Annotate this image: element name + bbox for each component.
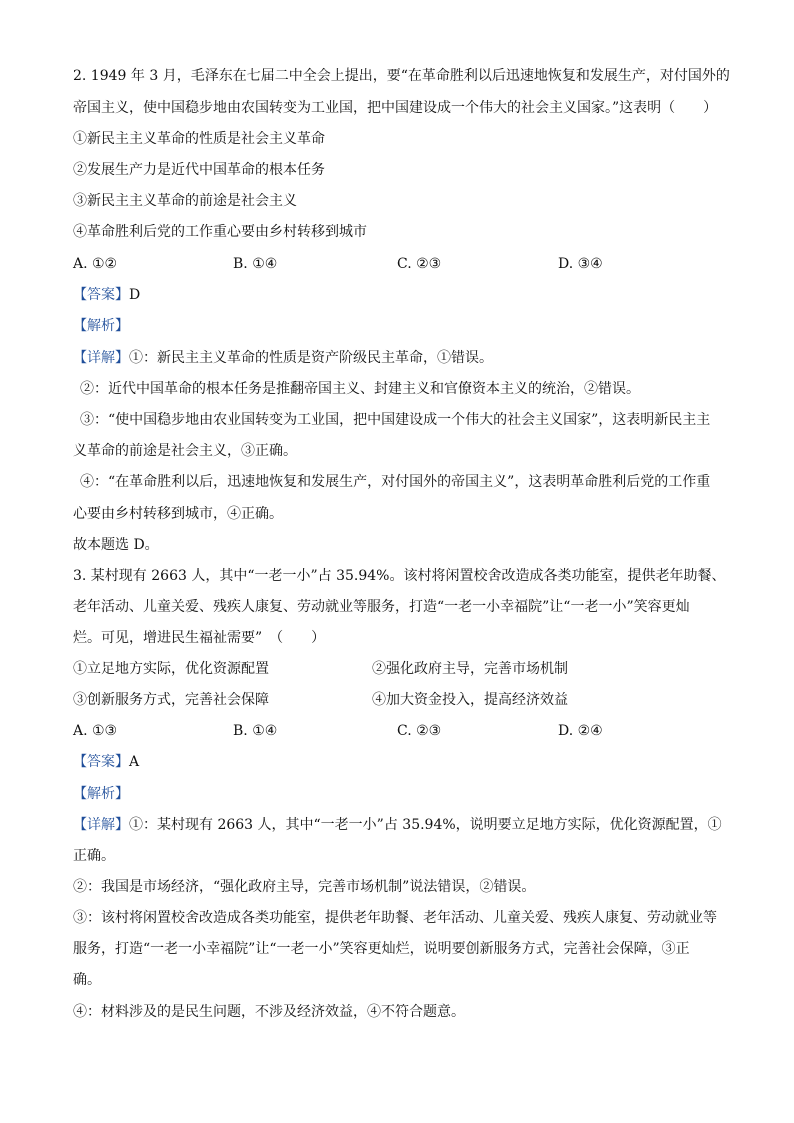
q2-detail-line-5: ④：“在革命胜利以后，迅速地恢复和发展生产，对付国外的帝国主义”，这表明革命胜利后党的工作重 [80, 474, 711, 490]
q3-statement-4: ④加大资金投入，提高经济效益 [372, 692, 568, 708]
q3-detail-text-1: ①：某村现有 2663 人，其中“一老一小”占 35.94%，说明要立足地方实际，优化资源配置，① [129, 817, 722, 833]
q2-answer-value: D [129, 287, 141, 303]
q3-stem-line-3: 烂。可见，增进民生福祉需要” （ ） [73, 630, 326, 646]
q2-detail-line-1 [73, 348, 723, 368]
q2-analysis-tag: 【解析】 [73, 318, 129, 334]
q3-statement-3: ③创新服务方式，完善社会保障 [73, 692, 269, 708]
q2-statement-3: ③新民主主义革命的前途是社会主义 [73, 193, 297, 209]
q3-option-d: D. ②④ [558, 723, 603, 739]
q2-detail-tag: 【详解】 [73, 350, 129, 366]
q3-detail-line-5: 服务，打造“一老一小幸福院”让“一老一小”笑容更灿烂，说明要创新服务方式，完善社会保障，③正 [73, 941, 690, 957]
q3-detail-line-2: 正确。 [73, 848, 115, 864]
q2-detail-text-1: ①：新民主主义革命的性质是资产阶级民主革命，①错误。 [129, 350, 493, 366]
q2-conclusion: 故本题选 D。 [73, 537, 159, 553]
q3-detail-line-4: ③：该村将闲置校舍改造成各类功能室，提供老年助餐、老年活动、儿童关爱、残疾人康复、劳动就业等 [73, 910, 717, 926]
q2-detail-line-2: ②：近代中国革命的根本任务是推翻帝国主义、封建主义和官僚资本主义的统治，②错误。 [80, 381, 640, 397]
q3-stem-line-1: 3. 某村现有 2663 人，其中“一老一小”占 35.94%。该村将闲置校舍改造成各类功能室，提供老年助餐、 [73, 568, 726, 584]
q3-analysis-tag: 【解析】 [73, 786, 129, 802]
q2-statement-2: ②发展生产力是近代中国革命的根本任务 [73, 162, 325, 178]
q3-detail-line-7: ④：材料涉及的是民生问题，不涉及经济效益，④不符合题意。 [73, 1004, 465, 1020]
q2-option-d: D. ③④ [558, 256, 603, 272]
q3-stem-line-2: 老年活动、儿童关爱、残疾人康复、劳动就业等服务，打造“一老一小幸福院”让“一老一小”笑容更灿 [73, 599, 690, 615]
q2-answer-tag: 【答案】 [73, 287, 129, 303]
q3-detail-line-1 [73, 815, 723, 835]
q3-statement-1: ①立足地方实际，优化资源配置 [73, 661, 269, 677]
q3-answer-line [73, 752, 723, 772]
q2-stem-line-1: 2. 1949 年 3 月，毛泽东在七届二中全会上提出，要“在革命胜利以后迅速地恢复和发展生产，对付国外的 [73, 68, 730, 84]
q3-detail-line-6: 确。 [73, 972, 101, 988]
q2-option-a: A. ①② [73, 256, 118, 272]
q2-option-c: C. ②③ [397, 256, 442, 272]
q3-detail-line-3: ②：我国是市场经济，“强化政府主导，完善市场机制”说法错误，②错误。 [73, 879, 536, 895]
q2-statement-4: ④革命胜利后党的工作重心要由乡村转移到城市 [73, 224, 367, 240]
q2-detail-line-3: ③：“使中国稳步地由农业国转变为工业国，把中国建设成一个伟大的社会主义国家”，这表明新民主主 [80, 412, 711, 428]
q2-detail-line-4: 义革命的前途是社会主义，③正确。 [73, 443, 297, 459]
q3-answer-tag: 【答案】 [73, 754, 129, 770]
q2-option-b: B. ①④ [233, 256, 278, 272]
q2-stem-line-2: 帝国主义，使中国稳步地由农国转变为工业国，把中国建设成一个伟大的社会主义国家。”这表明（ ） [73, 100, 718, 116]
q2-statement-1: ①新民主主义革命的性质是社会主义革命 [73, 131, 325, 147]
q3-detail-tag: 【详解】 [73, 817, 129, 833]
q3-answer-value: A [129, 754, 140, 770]
q3-statement-2: ②强化政府主导，完善市场机制 [372, 661, 568, 677]
q2-detail-line-6: 心要由乡村转移到城市，④正确。 [73, 506, 283, 522]
q3-option-a: A. ①③ [73, 723, 118, 739]
q2-answer-line [73, 285, 723, 305]
q3-option-c: C. ②③ [397, 723, 442, 739]
q3-option-b: B. ①④ [233, 723, 278, 739]
